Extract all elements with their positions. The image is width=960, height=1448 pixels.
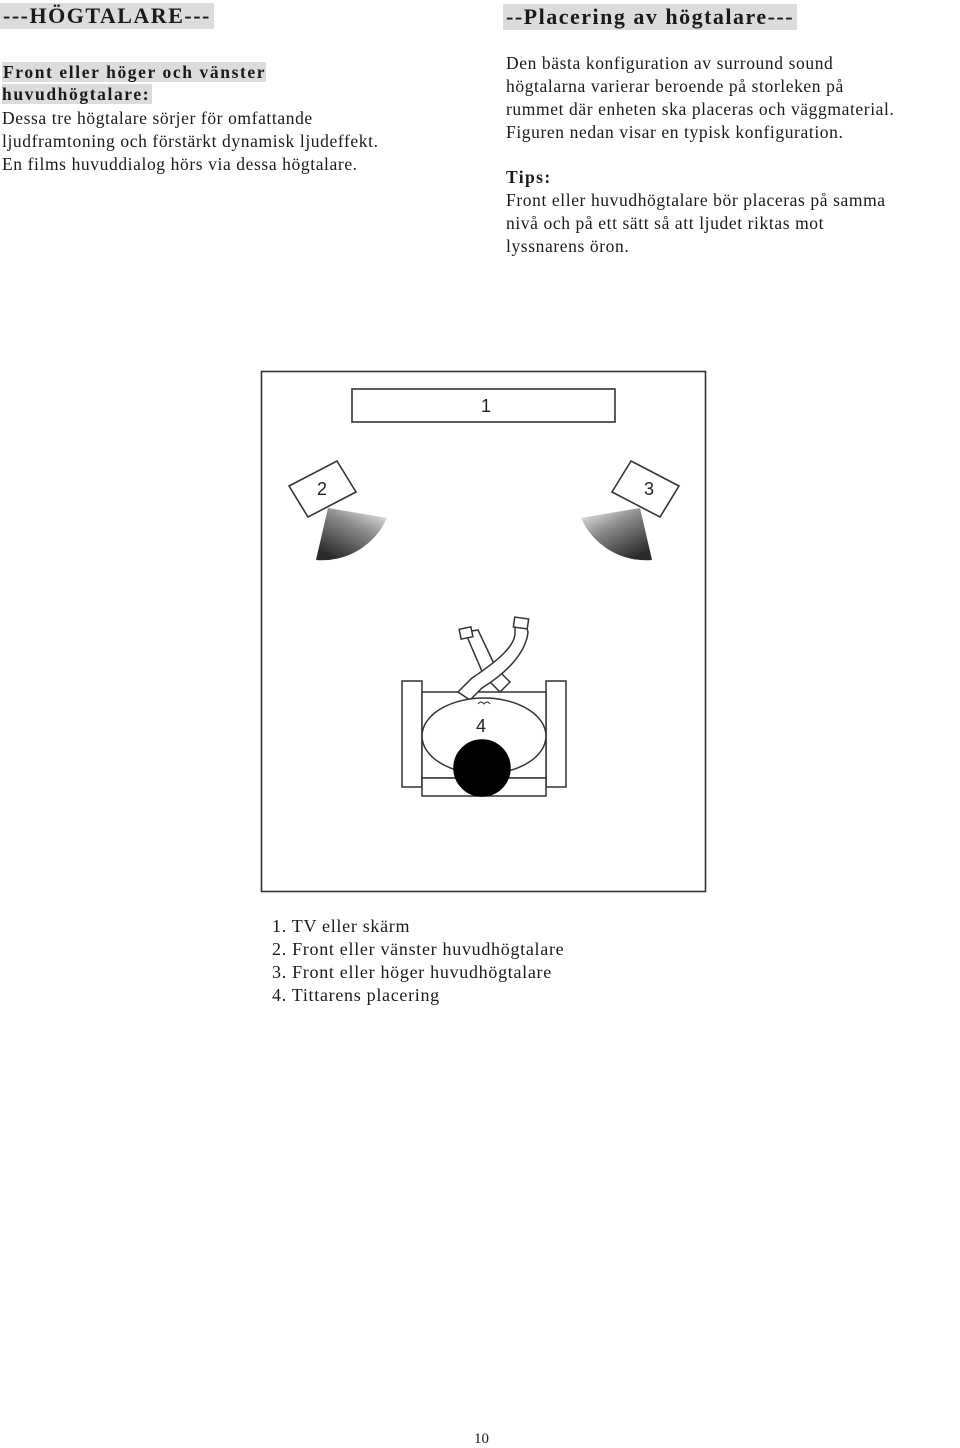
listener-head	[454, 740, 510, 796]
tips-label: Tips:	[506, 167, 552, 187]
placement-description: Den bästa konfiguration av surround sound högtalarna varierar beroende på storleken på rummet där enheten ska placeras och väggmaterial. Figuren nedan visar en typisk konfiguration.	[506, 53, 895, 142]
section-heading-placement: --Placering av högtalare---	[503, 4, 797, 30]
listener-right-foot	[513, 617, 528, 629]
right-speaker-number-label: 3	[643, 479, 655, 499]
legend-item: 4. Tittarens placering	[272, 985, 440, 1005]
tv-screen	[352, 389, 615, 422]
tips-text: Front eller huvudhögtalare bör placeras på samma nivå och på ett sätt så att ljudet riktas mot lyssnarens öron.	[506, 190, 886, 256]
legend-item: 1. TV eller skärm	[272, 916, 411, 936]
armchair-left-arm	[402, 681, 422, 787]
legend-item: 2. Front eller vänster huvudhögtalare	[272, 939, 565, 959]
left-speaker-number-label: 2	[316, 479, 328, 499]
listener-number-label: 4	[475, 716, 487, 736]
armchair-right-arm	[546, 681, 566, 787]
listener-left-foot	[459, 627, 473, 639]
subheading-main-speakers	[2, 61, 266, 105]
diagram-legend	[272, 915, 564, 1007]
section-heading-speakers: ---HÖGTALARE---	[0, 3, 214, 29]
speaker-placement-diagram	[260, 370, 708, 894]
tv-number-label: 1	[480, 396, 492, 416]
page-number: 10	[474, 1431, 489, 1447]
room-outline	[262, 372, 706, 892]
subheading-text: Front eller höger och vänster huvudhögtalare:	[2, 62, 267, 104]
legend-item: 3. Front eller höger huvudhögtalare	[272, 962, 552, 982]
main-speakers-description: Dessa tre högtalare sörjer för omfattande ljudframtoning och förstärkt dynamisk ljudeffekt. En films huvuddialog hörs via dessa högtalare.	[2, 108, 379, 174]
